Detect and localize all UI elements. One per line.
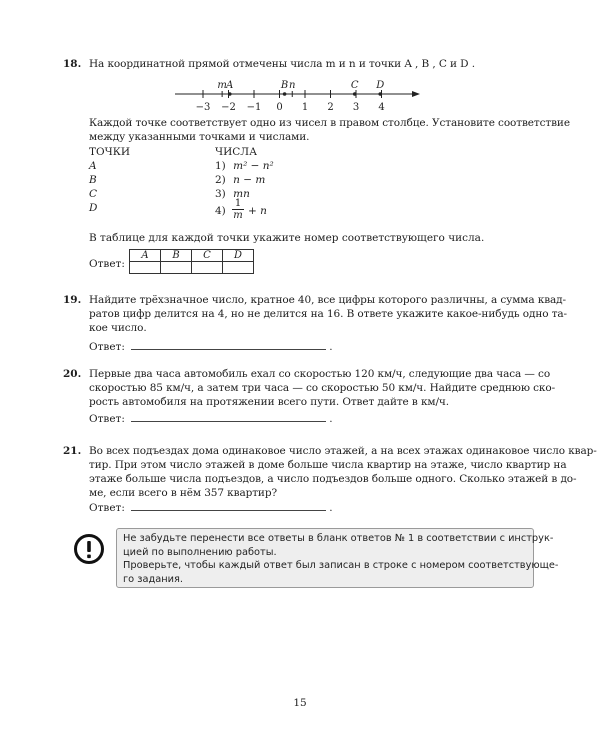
point-d-label: D (89, 202, 98, 214)
question-21-number: 21. (63, 445, 82, 457)
point-label: n (289, 80, 296, 91)
question-19-line: Найдите трёхзначное число, кратное 40, все цифры которого различны, а сумма квад- (89, 294, 566, 306)
tick-label: −3 (195, 102, 211, 113)
option-expression: mn (233, 188, 250, 200)
answer-cell-b[interactable] (161, 262, 192, 274)
answer-table-header-b: B (161, 250, 192, 262)
answer-table-header-c: C (192, 250, 223, 262)
question-18-answer-label: Ответ: (89, 258, 125, 270)
notice-line: цией по выполнению работы. (123, 546, 277, 558)
point-label: C (350, 80, 359, 91)
question-19-number: 19. (63, 294, 82, 306)
answer-label: Ответ: (89, 341, 125, 353)
question-21-text (89, 444, 597, 500)
tick-label: 2 (327, 102, 334, 113)
option-number: 3) (215, 188, 226, 200)
question-20-line: скоростью 85 км/ч, а затем три часа — со скоростью 50 км/ч. Найдите среднюю ско- (89, 382, 556, 394)
numbers-column-header: ЧИСЛА (215, 146, 258, 158)
fraction (232, 198, 244, 221)
exclamation-circle-icon (73, 533, 105, 565)
option-expression: n − m (233, 174, 266, 186)
question-18-description (89, 116, 570, 144)
point-label: A (226, 80, 234, 91)
answer-period: . (329, 502, 333, 514)
option-number: 4) (215, 205, 226, 217)
axis-arrow (412, 91, 420, 97)
question-19-line: кое число. (89, 322, 147, 334)
answer-label: Ответ: (89, 413, 125, 425)
point-label: m (217, 80, 227, 91)
option-expression: m² − n² (233, 160, 274, 172)
point-c-label: C (89, 188, 98, 200)
number-option-1 (215, 159, 274, 173)
answer-cell-c[interactable] (192, 262, 223, 274)
point-dot (283, 92, 287, 96)
question-18-number: 18. (63, 58, 82, 70)
question-20-text (89, 367, 556, 409)
tick-label: 0 (276, 102, 283, 113)
number-line (170, 76, 430, 114)
question-18-desc-line: между указанными точками и числами. (89, 131, 310, 143)
fraction-denominator: m (233, 210, 243, 221)
answer-table-input-row (130, 262, 254, 274)
question-18-desc-line: Каждой точке соответствует одно из чисел в правом столбце. Установите соответствие (89, 117, 570, 129)
answer-cell-d[interactable] (223, 262, 254, 274)
answer-label: Ответ: (89, 502, 125, 514)
notice-line: Не забудьте перенести все ответы в бланк ответов № 1 в соответствии с инструк- (123, 533, 554, 544)
question-18-intro (89, 57, 534, 71)
fraction-tail: + n (248, 205, 267, 217)
notice-line: го задания. (123, 573, 184, 585)
points-column-header: ТОЧКИ (89, 146, 131, 158)
answer-period: . (329, 341, 333, 353)
option-number: 1) (215, 160, 226, 172)
question-18-intro-line: На координатной прямой отмечены числа m и n и точки A , B , C и D . (89, 58, 475, 70)
question-20-line: Первые два часа автомобиль ехал со скоростью 120 км/ч, следующие два часа — со (89, 368, 551, 380)
answer-period: . (329, 413, 333, 425)
point-label: B (280, 80, 289, 91)
question-19-answer (89, 339, 333, 354)
point-label: D (376, 80, 385, 91)
question-21-line: тир. При этом число этажей в доме больше числа квартир на этаже, число квартир на (89, 459, 567, 471)
question-20-line: рость автомобиля на протяжении всего пути. Ответ дайте в км/ч. (89, 396, 449, 408)
tick-label: 1 (301, 102, 309, 113)
page-number: 15 (293, 697, 307, 709)
question-19-line: ратов цифр делится на 4, но не делится на 16. В ответе укажите какое-нибудь одно та- (89, 308, 568, 320)
notice-line: Проверьте, чтобы каждый ответ был записан в строке с номером соответствующе- (123, 560, 559, 571)
question-20-answer-field[interactable] (131, 411, 326, 422)
question-20-answer (89, 411, 333, 426)
question-21-line: Во всех подъездах дома одинаковое число этажей, а на всех этажах одинаковое число квар- (89, 445, 597, 457)
question-21-line: ме, если всего в нём 357 квартир? (89, 487, 277, 499)
question-19-text (89, 293, 568, 335)
tick-label: −2 (221, 102, 236, 113)
table-instruction: В таблице для каждой точки укажите номер соответствующего числа. (89, 232, 485, 244)
tick-label: 4 (378, 102, 385, 113)
point-a-label: A (89, 160, 97, 172)
number-option-4 (215, 204, 226, 218)
question-21-answer (89, 500, 333, 515)
notice-box (116, 528, 559, 588)
point-dot (228, 92, 232, 96)
question-21-line: этаже больше числа подъездов, а число подъездов больше одного. Сколько этажей в до- (89, 473, 577, 485)
number-option-2 (215, 173, 265, 187)
point-dot (378, 92, 382, 96)
answer-cell-a[interactable] (130, 262, 161, 274)
answer-table-header-row (130, 250, 254, 262)
point-dot (353, 92, 357, 96)
tick-label: 3 (352, 102, 360, 113)
question-19-answer-field[interactable] (131, 339, 326, 350)
tick-label: −1 (246, 102, 262, 113)
answer-table-header-a: A (130, 250, 161, 262)
fraction-numerator: 1 (232, 198, 244, 210)
answer-table (129, 249, 254, 274)
question-21-answer-field[interactable] (131, 500, 326, 511)
question-20-number: 20. (63, 368, 82, 380)
point-b-label: B (89, 174, 97, 186)
answer-table-header-d: D (223, 250, 254, 262)
option-number: 2) (215, 174, 226, 186)
